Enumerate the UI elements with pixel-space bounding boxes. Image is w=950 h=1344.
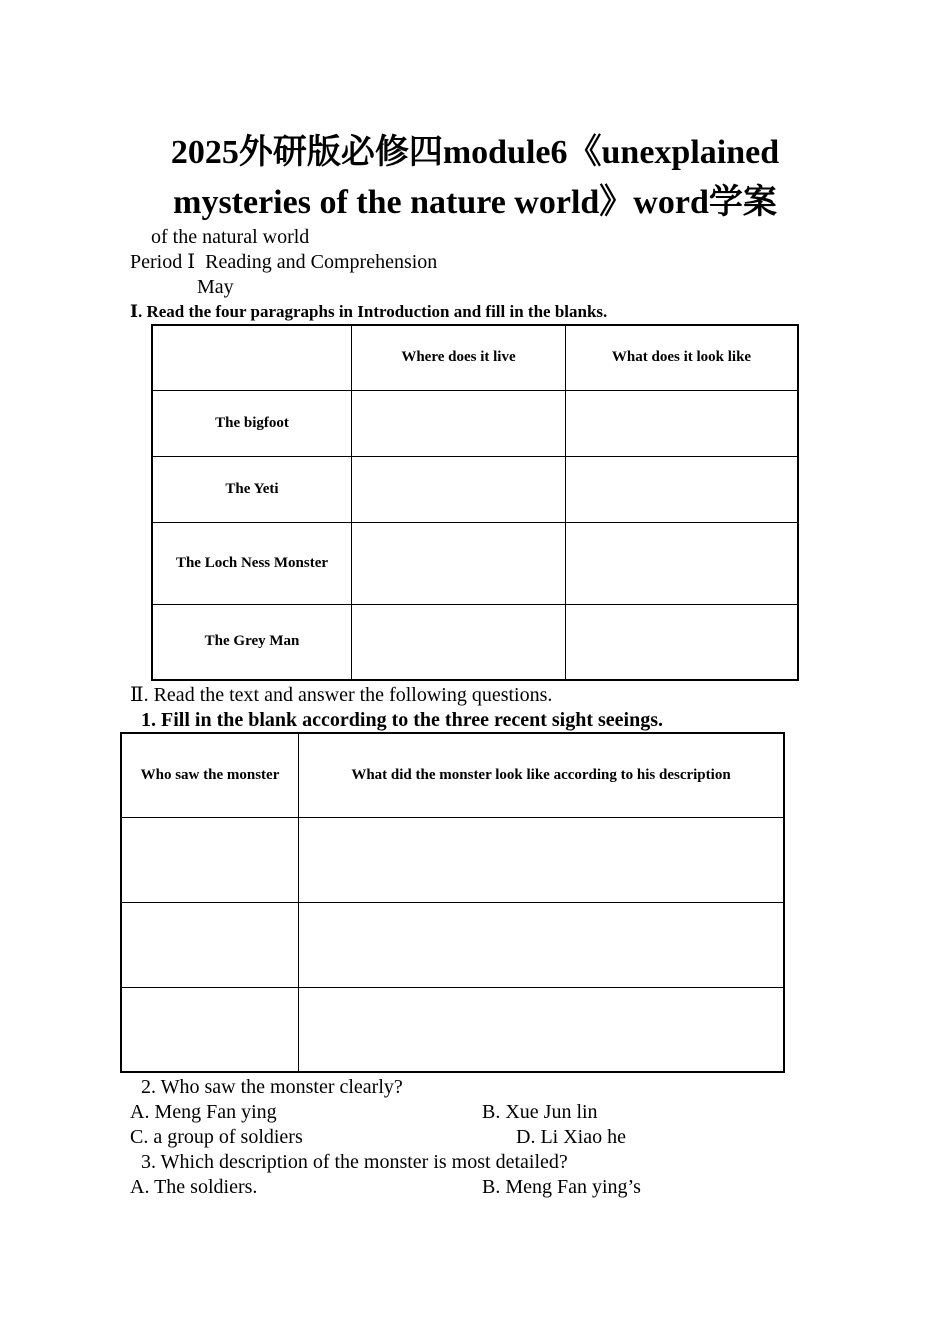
blank-cell[interactable] xyxy=(121,902,299,987)
creature-name: The Yeti xyxy=(152,456,352,522)
question-3: 3. Which description of the monster is most detailed? xyxy=(141,1151,568,1173)
creature-name: The bigfoot xyxy=(152,390,352,456)
option-a: A. Meng Fan ying xyxy=(130,1101,277,1123)
table-row xyxy=(152,456,798,522)
blank-cell[interactable] xyxy=(299,817,785,902)
blank-cell[interactable] xyxy=(299,987,785,1072)
option-c: C. a group of soldiers xyxy=(130,1126,303,1148)
blank-cell[interactable] xyxy=(121,987,299,1072)
period-line: Period Ⅰ Reading and Comprehension xyxy=(130,251,438,273)
page-title: 2025外研版必修四module6《unexplained mysteries of the nature world》word学案 xyxy=(170,134,780,221)
table-row xyxy=(121,902,784,987)
table-row xyxy=(152,390,798,456)
table-row xyxy=(152,522,798,604)
blank-cell[interactable] xyxy=(299,902,785,987)
blank-cell[interactable] xyxy=(121,817,299,902)
subtitle-line: of the natural world xyxy=(151,226,310,248)
table-header-cell: Where does it live xyxy=(352,325,566,390)
blank-cell[interactable] xyxy=(352,456,566,522)
blank-cell[interactable] xyxy=(352,390,566,456)
question-1: 1. Fill in the blank according to the three recent sight seeings. xyxy=(141,709,664,731)
option-b: B. Meng Fan ying’s xyxy=(482,1176,641,1198)
date-line: May xyxy=(197,276,234,298)
section2-heading: Ⅱ. Read the text and answer the following questions. xyxy=(130,684,553,706)
blank-cell[interactable] xyxy=(352,604,566,680)
option-d: D. Li Xiao he xyxy=(516,1126,626,1148)
blank-cell[interactable] xyxy=(566,604,799,680)
table-row xyxy=(152,604,798,680)
creature-name: The Grey Man xyxy=(152,604,352,680)
creature-name: The Loch Ness Monster xyxy=(152,522,352,604)
table-row xyxy=(121,817,784,902)
blank-cell[interactable] xyxy=(352,522,566,604)
sightings-table xyxy=(120,732,785,1073)
section1-heading: Ⅰ. Read the four paragraphs in Introduction and fill in the blanks. xyxy=(130,302,608,321)
blank-cell[interactable] xyxy=(566,390,799,456)
table-header-cell: What does it look like xyxy=(566,325,799,390)
creatures-table xyxy=(151,324,799,681)
table-header-row xyxy=(152,325,798,390)
option-b: B. Xue Jun lin xyxy=(482,1101,598,1123)
table-header-cell: Who saw the monster xyxy=(121,733,299,817)
blank-cell[interactable] xyxy=(566,456,799,522)
table-header-row xyxy=(121,733,784,817)
table-header-cell: What did the monster look like according to his description xyxy=(299,733,785,817)
option-a: A. The soldiers. xyxy=(130,1176,258,1198)
table-row xyxy=(121,987,784,1072)
blank-cell[interactable] xyxy=(566,522,799,604)
question-2: 2. Who saw the monster clearly? xyxy=(141,1076,403,1098)
table-header-cell xyxy=(152,325,352,390)
